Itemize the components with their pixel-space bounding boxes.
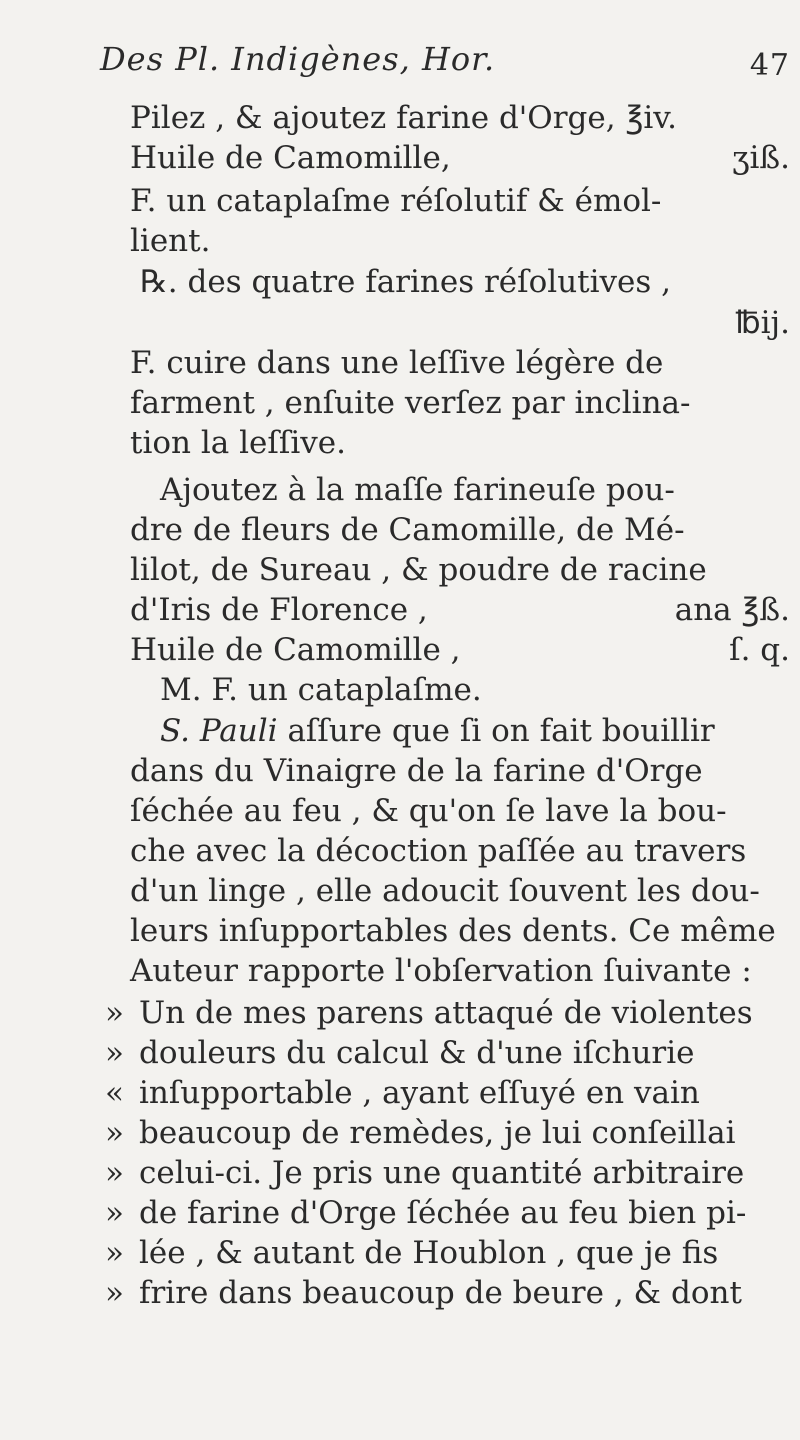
- page-number: 47: [749, 48, 790, 83]
- text-line: [130, 751, 790, 791]
- line-text: frire dans beaucoup de beure , & dont: [139, 1275, 742, 1311]
- text-line: [130, 831, 790, 871]
- line-text: Un de mes parens attaqué de violentes: [139, 995, 753, 1031]
- dosage: ſ. q.: [729, 632, 790, 668]
- line-text: Auteur rapporte l'obſervation ſuivante :: [130, 953, 752, 989]
- text-line: [160, 670, 790, 710]
- quote-mark: «: [105, 1075, 124, 1111]
- dosage: ʒiß.: [732, 140, 790, 176]
- line-text: leurs inſupportables des dents. Ce même: [130, 913, 776, 949]
- text-line: [105, 1153, 790, 1193]
- text-line: [105, 1233, 790, 1273]
- line-text: lilot, de Sureau , & poudre de racine: [130, 552, 707, 588]
- page-header: [100, 40, 790, 90]
- dosage: ℔ij.: [735, 305, 790, 341]
- line-text: ℞. des quatre farines réſolutives ,: [140, 264, 672, 300]
- line-text: F. un cataplaſme réſolutif & émol-: [130, 183, 662, 219]
- text-line: [130, 630, 790, 670]
- text-line: [160, 470, 790, 510]
- text-line: [140, 262, 790, 302]
- line-text: beaucoup de remèdes, je lui conſeillai: [139, 1115, 736, 1151]
- text-line: [130, 181, 790, 221]
- text-line: [105, 1033, 790, 1073]
- line-text: aſſure que ſi on fait bouillir: [277, 713, 715, 749]
- quote-mark: »: [105, 1235, 124, 1271]
- text-line: [130, 911, 790, 951]
- text-line: [105, 1073, 790, 1113]
- text-line: [130, 343, 790, 383]
- line-text: dans du Vinaigre de la farine d'Orge: [130, 753, 703, 789]
- line-text: che avec la décoction paſſée au travers: [130, 833, 747, 869]
- quote-mark: »: [105, 1275, 124, 1311]
- text-line: [130, 871, 790, 911]
- text-line: [105, 993, 790, 1033]
- text-line: [130, 550, 790, 590]
- line-text: lient.: [130, 223, 211, 259]
- line-text: ſéchée au feu , & qu'on ſe lave la bou-: [130, 793, 727, 829]
- text-line: [130, 423, 790, 463]
- italic-name: S. Pauli: [160, 713, 278, 749]
- line-text: douleurs du calcul & d'une iſchurie: [139, 1035, 695, 1071]
- text-line: [130, 98, 790, 138]
- text-line: [130, 383, 790, 423]
- dosage: ana ℥ß.: [674, 592, 790, 628]
- text-line: [130, 590, 790, 630]
- line-text: M. F. un cataplaſme.: [160, 672, 482, 708]
- quote-mark: »: [105, 1115, 124, 1151]
- text-line: [105, 1273, 790, 1313]
- text-line: [105, 1113, 790, 1153]
- text-line: [130, 510, 790, 550]
- line-text: celui-ci. Je pris une quantité arbitraire: [139, 1155, 745, 1191]
- quote-mark: »: [105, 1035, 124, 1071]
- line-text: inſupportable , ayant eſſuyé en vain: [139, 1075, 700, 1111]
- quote-mark: »: [105, 1195, 124, 1231]
- text-line: [105, 1193, 790, 1233]
- line-text: lée , & autant de Houblon , que je fis: [139, 1235, 719, 1271]
- text-line: [160, 711, 790, 751]
- line-text: F. cuire dans une leſſive légère de: [130, 345, 664, 381]
- line-text: farment , enſuite verſez par inclina-: [130, 385, 691, 421]
- running-head: Des Pl. Indigènes, Hor.: [100, 40, 496, 78]
- line-text: dre de fleurs de Camomille, de Mé-: [130, 512, 685, 548]
- line-text: Huile de Camomille ,: [130, 632, 461, 668]
- quote-mark: »: [105, 995, 124, 1031]
- line-text: Pilez , & ajoutez farine d'Orge, ℥iv.: [130, 100, 677, 136]
- line-text: Huile de Camomille,: [130, 140, 451, 176]
- text-line: [130, 221, 790, 261]
- text-line: [130, 303, 790, 343]
- line-text: Ajoutez à la maſſe farineuſe pou-: [160, 472, 675, 508]
- line-text: de farine d'Orge ſéchée au feu bien pi-: [139, 1195, 747, 1231]
- line-text: d'Iris de Florence ,: [130, 592, 428, 628]
- text-line: [130, 791, 790, 831]
- text-line: [130, 138, 790, 178]
- line-text: d'un linge , elle adoucit ſouvent les dou-: [130, 873, 760, 909]
- text-line: [130, 951, 790, 991]
- quote-mark: »: [105, 1155, 124, 1191]
- line-text: tion la leſſive.: [130, 425, 346, 461]
